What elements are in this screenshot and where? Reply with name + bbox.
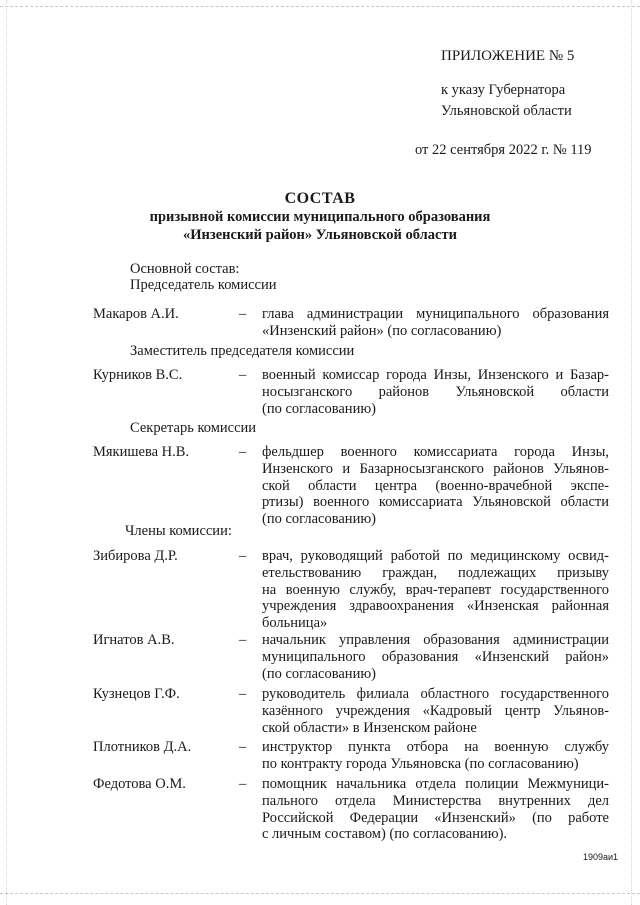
position-line: (по согласованию) bbox=[262, 665, 376, 682]
member-position bbox=[262, 548, 609, 632]
member-name: Зибирова Д.Р. bbox=[93, 548, 178, 564]
member-position bbox=[262, 686, 609, 736]
member-position bbox=[262, 632, 609, 682]
position-line: фельдшер военного комиссариата города Инзы, bbox=[262, 444, 609, 460]
section-chairman: Председатель комиссии bbox=[130, 277, 277, 293]
member-position bbox=[262, 776, 609, 843]
document-title: СОСТАВ bbox=[284, 190, 356, 207]
member-name: Плотников Д.А. bbox=[93, 739, 192, 755]
position-line: (по согласованию) bbox=[262, 511, 376, 528]
position-line: учреждения здравоохранения «Инзенская районная bbox=[262, 598, 609, 615]
position-line: больница» bbox=[262, 615, 328, 632]
position-line: ртизы) военного комиссариата Ульяновской области bbox=[262, 494, 609, 511]
scan-edge-right bbox=[631, 0, 632, 905]
document-subtitle-line2: «Инзенский район» Ульяновской области bbox=[183, 227, 457, 243]
position-line: начальник управления образования администрации bbox=[262, 632, 609, 648]
dash-separator: – bbox=[239, 444, 247, 460]
scan-edge-bottom bbox=[0, 893, 640, 894]
member-position bbox=[262, 739, 609, 773]
position-line: по контракту города Ульяновска (по согласованию) bbox=[262, 755, 579, 772]
member-name-chairman: Макаров А.И. bbox=[93, 306, 179, 322]
member-position-deputy bbox=[262, 367, 609, 417]
section-main-composition: Основной состав: bbox=[130, 261, 240, 277]
position-line: етельствованию граждан, подлежащих призыву bbox=[262, 564, 609, 581]
dash-separator: – bbox=[239, 548, 247, 564]
position-line: Инзенского и Базарносызганского районов Ульянов- bbox=[262, 460, 609, 477]
dash-separator: – bbox=[239, 686, 247, 702]
dash-separator: – bbox=[239, 632, 247, 648]
position-line: носызганского районов Ульяновской области bbox=[262, 383, 609, 400]
position-line: врач, руководящий работой по медицинскому освид- bbox=[262, 548, 609, 564]
scan-edge-top bbox=[0, 6, 640, 7]
member-position-secretary bbox=[262, 444, 609, 528]
position-line: ской области центра (военно-врачебной экспе- bbox=[262, 477, 609, 494]
position-line: помощник начальника отдела полиции Межмуници- bbox=[262, 776, 609, 792]
member-name: Кузнецов Г.Ф. bbox=[93, 686, 180, 702]
position-line: с личным составом) (по согласованию). bbox=[262, 826, 508, 843]
member-name: Федотова О.М. bbox=[93, 776, 186, 792]
decree-reference-line1: к указу Губернатора bbox=[441, 82, 566, 98]
section-secretary: Секретарь комиссии bbox=[130, 420, 257, 436]
position-line: глава администрации муниципального образования bbox=[262, 306, 609, 322]
position-line: ской области» в Инзенском районе bbox=[262, 719, 477, 736]
dash-separator: – bbox=[239, 739, 247, 755]
position-line: Российской Федерации «Инзенский» (по работе bbox=[262, 809, 609, 826]
member-name-deputy: Курников В.С. bbox=[93, 367, 183, 383]
dash-separator: – bbox=[239, 306, 247, 322]
dash-separator: – bbox=[239, 776, 247, 792]
position-line: на военную службу, врач-терапевт государственного bbox=[262, 581, 609, 598]
member-name-secretary: Мякишева Н.В. bbox=[93, 444, 190, 460]
decree-date: от 22 сентября 2022 г. № 119 bbox=[415, 142, 592, 158]
document-subtitle-line1: призывной комиссии муниципального образования bbox=[149, 209, 491, 225]
position-line: муниципального образования «Инзенский район» bbox=[262, 648, 609, 665]
document-code: 1909аи1 bbox=[583, 852, 619, 862]
member-name: Игнатов А.В. bbox=[93, 632, 175, 648]
section-members: Члены комиссии: bbox=[125, 523, 232, 539]
appendix-title: ПРИЛОЖЕНИЕ № 5 bbox=[441, 48, 575, 64]
member-position-chairman bbox=[262, 306, 609, 340]
position-line: руководитель филиала областного государственного bbox=[262, 686, 609, 702]
position-line: (по согласованию) bbox=[262, 400, 376, 417]
position-line: пального отдела Министерства внутренних дел bbox=[262, 792, 609, 809]
position-line: казённого учреждения «Кадровый центр Ульянов- bbox=[262, 702, 609, 719]
position-line: военный комиссар города Инзы, Инзенского и Базар- bbox=[262, 367, 609, 383]
position-line: «Инзенский район» (по согласованию) bbox=[262, 322, 502, 339]
dash-separator: – bbox=[239, 367, 247, 383]
decree-reference-line2: Ульяновской области bbox=[441, 103, 572, 119]
scan-edge-left bbox=[6, 0, 7, 905]
position-line: инструктор пункта отбора на военную службу bbox=[262, 739, 609, 755]
section-deputy: Заместитель председателя комиссии bbox=[130, 343, 355, 359]
